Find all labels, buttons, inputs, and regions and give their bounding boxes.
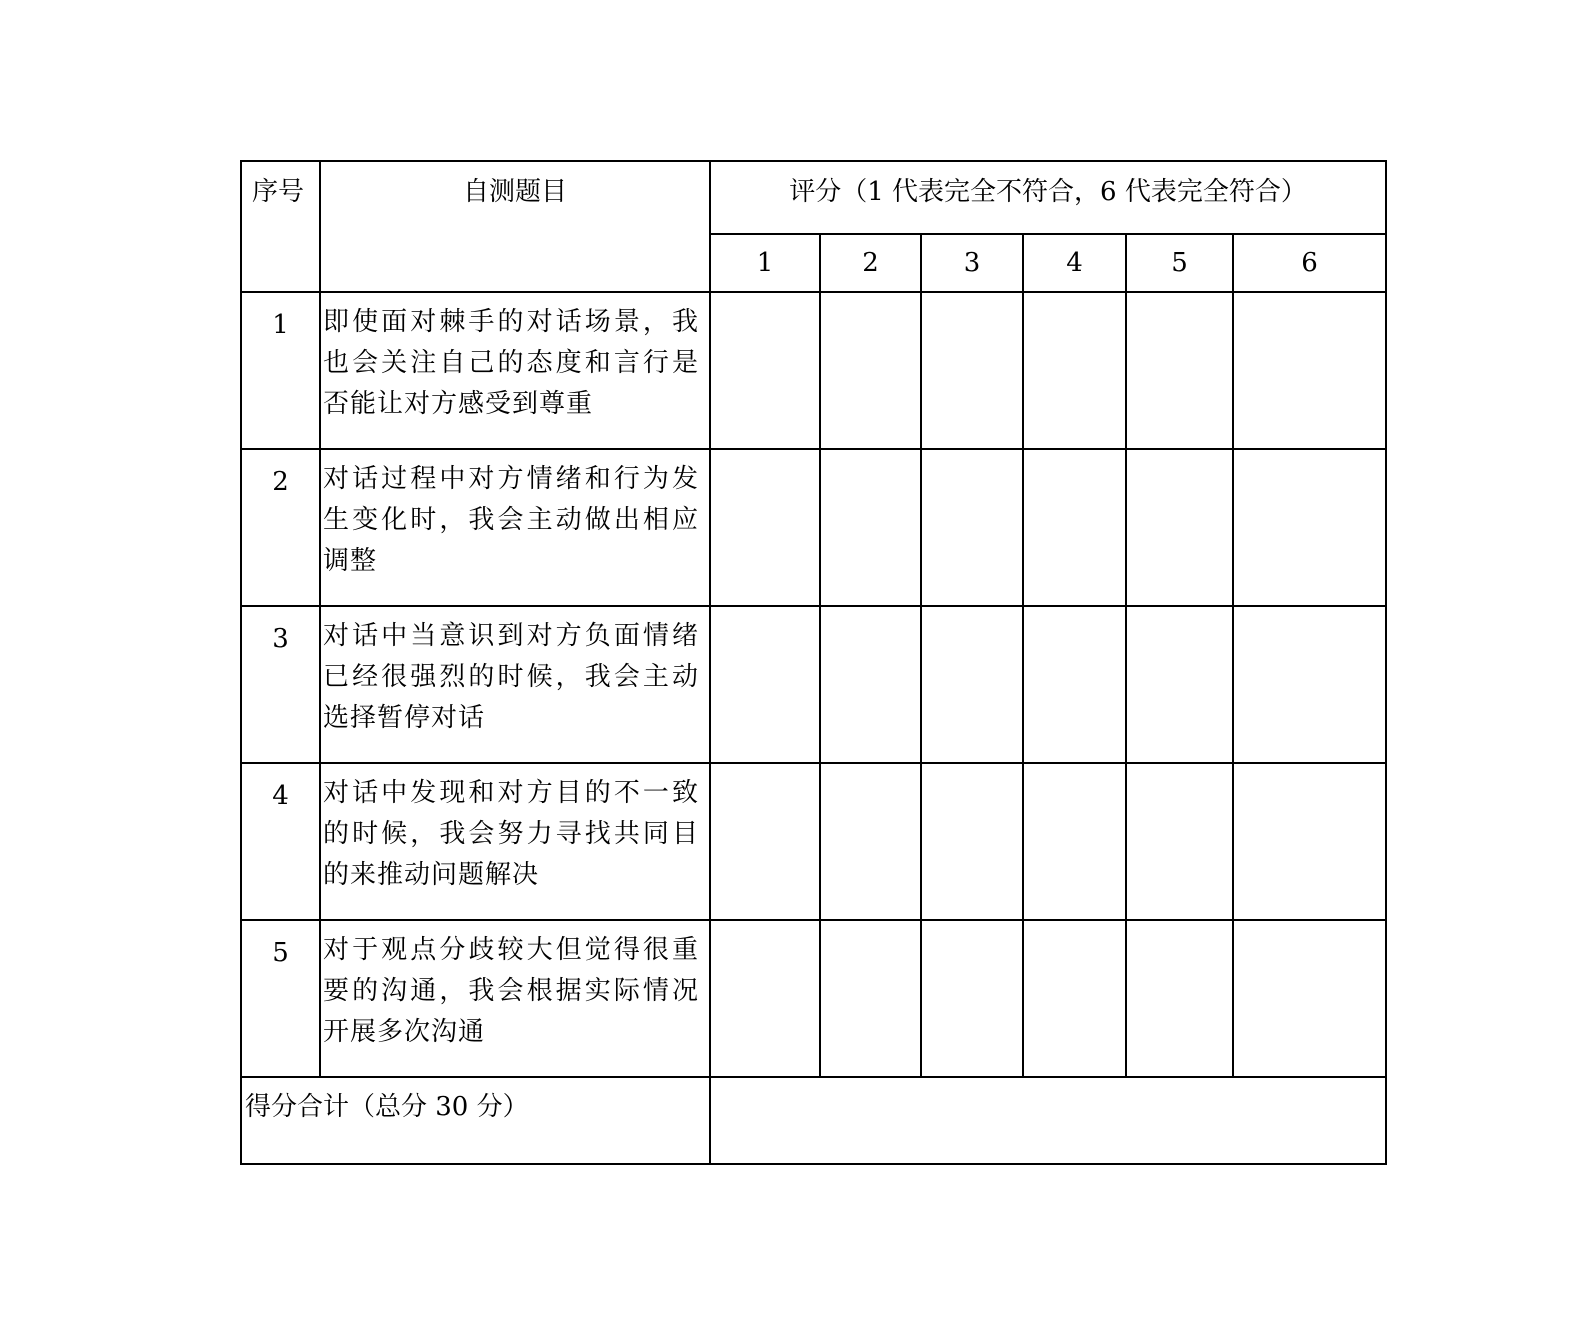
score-cell-3[interactable] (921, 292, 1023, 449)
score-scale-4: 4 (1023, 234, 1126, 292)
score-cell-1[interactable] (710, 449, 820, 606)
score-cell-4[interactable] (1023, 292, 1126, 449)
score-cell-3[interactable] (921, 606, 1023, 763)
score-cell-6[interactable] (1233, 920, 1386, 1077)
score-scale-2: 2 (820, 234, 921, 292)
item-number: 3 (241, 606, 320, 763)
item-question: 对话过程中对方情绪和行为发生变化时，我会主动做出相应调整 (320, 449, 710, 606)
score-scale-3: 3 (921, 234, 1023, 292)
score-cell-5[interactable] (1126, 292, 1233, 449)
table-row (241, 449, 1386, 606)
self-assessment-table-wrapper (240, 160, 1387, 1165)
score-cell-6[interactable] (1233, 449, 1386, 606)
score-scale-6: 6 (1233, 234, 1386, 292)
score-cell-3[interactable] (921, 763, 1023, 920)
item-number: 1 (241, 292, 320, 449)
score-cell-6[interactable] (1233, 763, 1386, 920)
item-question: 对于观点分歧较大但觉得很重要的沟通，我会根据实际情况开展多次沟通 (320, 920, 710, 1077)
score-cell-1[interactable] (710, 606, 820, 763)
score-cell-4[interactable] (1023, 920, 1126, 1077)
score-cell-2[interactable] (820, 449, 921, 606)
score-cell-1[interactable] (710, 292, 820, 449)
score-cell-2[interactable] (820, 606, 921, 763)
question-column-header: 自测题目 (320, 161, 710, 292)
score-cell-2[interactable] (820, 920, 921, 1077)
score-scale-5: 5 (1126, 234, 1233, 292)
score-cell-3[interactable] (921, 449, 1023, 606)
score-cell-1[interactable] (710, 763, 820, 920)
item-number: 2 (241, 449, 320, 606)
score-cell-6[interactable] (1233, 292, 1386, 449)
item-question: 对话中当意识到对方负面情绪已经很强烈的时候，我会主动选择暂停对话 (320, 606, 710, 763)
item-question: 即使面对棘手的对话场景，我也会关注自己的态度和言行是否能让对方感受到尊重 (320, 292, 710, 449)
score-cell-1[interactable] (710, 920, 820, 1077)
score-cell-6[interactable] (1233, 606, 1386, 763)
item-number: 5 (241, 920, 320, 1077)
score-cell-5[interactable] (1126, 606, 1233, 763)
table-row (241, 292, 1386, 449)
total-label: 得分合计（总分 30 分） (241, 1077, 710, 1164)
total-row (241, 1077, 1386, 1164)
header-row (241, 161, 1386, 234)
score-cell-3[interactable] (921, 920, 1023, 1077)
table-row (241, 606, 1386, 763)
item-number: 4 (241, 763, 320, 920)
item-question: 对话中发现和对方目的不一致的时候，我会努力寻找共同目的来推动问题解决 (320, 763, 710, 920)
score-cell-4[interactable] (1023, 763, 1126, 920)
score-cell-2[interactable] (820, 292, 921, 449)
table-row (241, 920, 1386, 1077)
self-assessment-table (240, 160, 1387, 1165)
score-cell-4[interactable] (1023, 606, 1126, 763)
total-score-cell[interactable] (710, 1077, 1386, 1164)
score-cell-5[interactable] (1126, 763, 1233, 920)
score-cell-5[interactable] (1126, 449, 1233, 606)
score-cell-4[interactable] (1023, 449, 1126, 606)
score-column-header: 评分（1 代表完全不符合，6 代表完全符合） (710, 161, 1386, 234)
table-row (241, 763, 1386, 920)
score-cell-5[interactable] (1126, 920, 1233, 1077)
num-column-header: 序号 (241, 161, 320, 292)
score-cell-2[interactable] (820, 763, 921, 920)
score-scale-1: 1 (710, 234, 820, 292)
